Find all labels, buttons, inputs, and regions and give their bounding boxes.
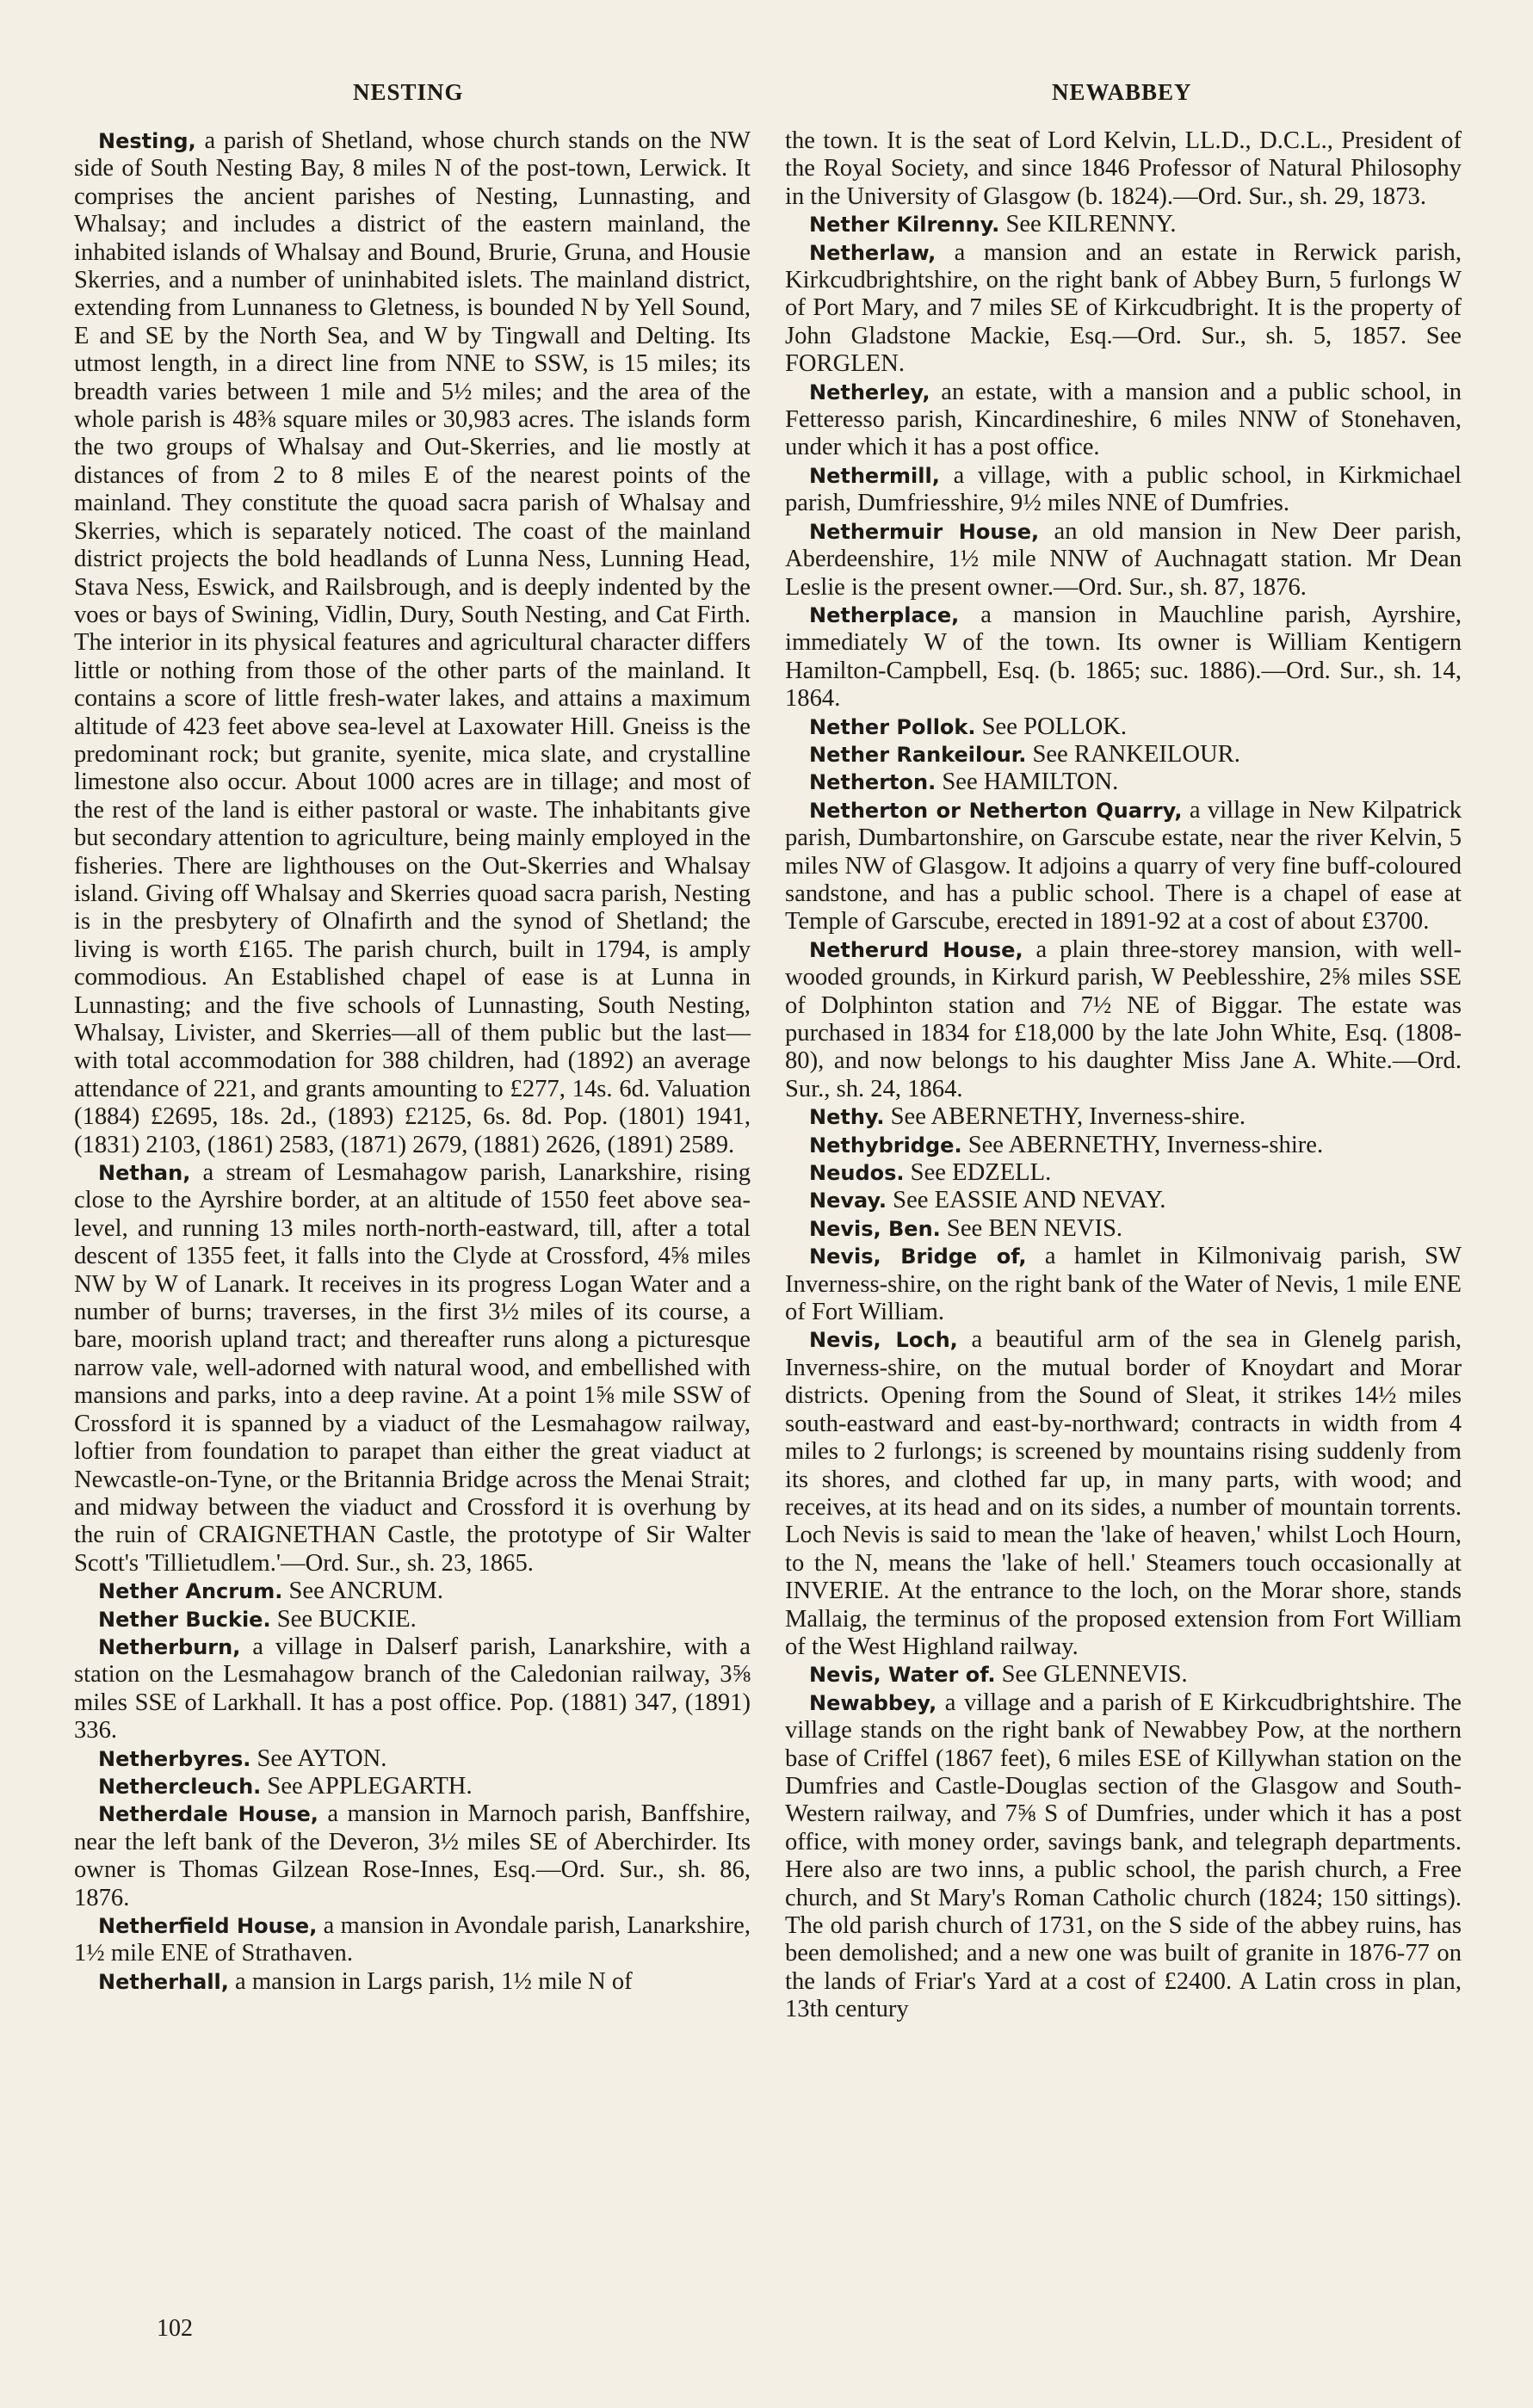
entry-headword: Netherurd House, [809, 937, 1023, 962]
gazetteer-entry [785, 741, 1462, 769]
entry-text: See HAMILTON. [936, 769, 1119, 796]
entry-headword: Netherlaw, [809, 240, 936, 265]
left-column [74, 127, 751, 1996]
gazetteer-entry [74, 1606, 751, 1633]
gazetteer-entry [785, 1689, 1462, 2024]
gazetteer-entry [74, 1773, 751, 1800]
entry-text: a mansion and an estate in Rerwick parish, Kirkcudbrightshire, on the right bank of Abbey Burn, 5 furlongs W of Port Mary, and 7 miles SE of Kirkcudbright. It is the property of John Gladstone Mackie, Esq.—Ord. Sur., sh. 5, 1857. See FORGLEN. [785, 238, 1462, 378]
entry-text: a mansion in Mauchline parish, Ayrshire, immediately W of the town. Its owner is William Kentigern Hamilton-Campbell, Esq. (b. 1865; suc. 1886).—Ord. Sur., sh. 14, 1864. [785, 601, 1462, 713]
running-head-left: NESTING [353, 79, 464, 105]
entry-text: a village, with a public school, in Kirkmichael parish, Dumfriesshire, 9½ miles NNE of Dumfries. [785, 461, 1462, 517]
entry-headword: Netherfield House, [98, 1914, 318, 1938]
entry-headword: Nether Buckie. [98, 1607, 271, 1632]
entry-headword: Nethybridge. [809, 1133, 962, 1158]
entry-text: See ANCRUM. [282, 1578, 443, 1605]
entry-text: the town. It is the seat of Lord Kelvin, LL.D., D.C.L., President of the Royal Society, and since 1846 Professor of Natural Philosophy in the University of Glasgow (b. 1824).—Ord. Sur., sh. 29, 1873. [785, 127, 1462, 210]
entry-headword: Nether Rankeilour. [809, 742, 1027, 767]
gazetteer-entry [785, 127, 1462, 211]
entry-text: See ABERNETHY, Inverness-shire. [884, 1103, 1246, 1131]
entry-headword: Nesting, [98, 129, 196, 153]
entry-headword: Nevis, Loch, [809, 1328, 958, 1353]
gazetteer-entry [785, 769, 1462, 796]
entry-text: a beautiful arm of the sea in Glenelg parish, Inverness-shire, on the mutual border of Knoydart and Morar districts. Opening from the Sound of Sleat, it strikes 14½ miles south-eastward and east-by-northward; contracts in width from 4 miles to 2 furlongs; is screened by mountains rising suddenly from its shores, and clothed far up, in many parts, with wood; and receives, at its head and on its sides, a number of mountain torrents. Loch Nevis is said to mean the 'lake of heaven,' whilst Loch Hourn, to the N, means the 'lake of hell.' Steamers touch occasionally at INVERIE. At the entrance to the loch, on the Morar shore, stands Mallaig, the terminus of the proposed extension from Fort William of the West Highland railway. [785, 1326, 1462, 1660]
page-number: 102 [157, 2315, 193, 2342]
entry-text: a mansion in Marnoch parish, Banffshire, near the left bank of the Deveron, 3½ miles SE of Aberchirder. Its owner is Thomas Gilzean Rose-Innes, Esq.—Ord. Sur., sh. 86, 1876. [74, 1800, 751, 1911]
entry-headword: Netherplace, [809, 602, 960, 627]
gazetteer-entry [785, 1243, 1462, 1326]
entry-text: See POLLOK. [975, 713, 1128, 740]
gazetteer-entry [74, 1800, 751, 1912]
gazetteer-entry [74, 1968, 751, 1996]
entry-text: a mansion in Largs parish, 1½ mile N of [228, 1967, 633, 1995]
gazetteer-entry [74, 1159, 751, 1578]
entry-headword: Netherton. [809, 770, 936, 795]
entry-headword: Netherbyres. [98, 1746, 251, 1771]
entry-headword: Newabbey, [809, 1690, 937, 1715]
gazetteer-entry [785, 602, 1462, 713]
entry-text: a hamlet in Kilmonivaig parish, SW Inverness-shire, on the right bank of the Water of Nevis, 1 mile ENE of Fort William. [785, 1243, 1462, 1326]
gazetteer-entry [74, 1578, 751, 1605]
entry-text: a stream of Lesmahagow parish, Lanarkshire, rising close to the Ayrshire border, at an altitude of 1550 feet above sea-level, and running 13 miles north-north-eastward, till, after a total descent of 1355 feet, it falls into the Clyde at Crossford, 4⅝ miles NW by W of Lanark. It receives in its progress Logan Water and a number of burns; traverses, in the first 3½ miles of its course, a bare, moorish upland tract; and thereafter runs along a picturesque narrow vale, well-adorned with natural wood, and embellished with mansions and parks, into a deep ravine. At a point 1⅝ mile SSW of Crossford it is spanned by a viaduct of the Lesmahagow railway, loftier from foundation to parapet than either the great viaduct at Newcastle-on-Tyne, or the Britannia Bridge across the Menai Strait; and midway between the viaduct and Crossford it is overhung by the ruin of CRAIGNETHAN Castle, the prototype of Sir Walter Scott's 'Tillietudlem.'—Ord. Sur., sh. 23, 1865. [74, 1159, 751, 1577]
entry-text: See AYTON. [250, 1744, 387, 1772]
entry-headword: Nethermill, [809, 463, 940, 488]
gazetteer-entry [74, 1745, 751, 1773]
entry-text: a village in Dalserf parish, Lanarkshire, with a station on the Lesmahagow branch of the Caledonian railway, 3⅝ miles SSE of Larkhall. It has a post office. Pop. (1881) 347, (1891) 336. [74, 1633, 751, 1744]
gazetteer-entry [74, 1912, 751, 1968]
entry-text: a village in New Kilpatrick parish, Dumbartonshire, on Garscube estate, near the river Kelvin, 5 miles NW of Glasgow. It adjoins a quarry of very fine buff-coloured sandstone, and has a public school. There is a chapel of ease at Temple of Garscube, erected in 1891-92 at a cost of about £3700. [785, 796, 1462, 935]
entry-headword: Netherton or Netherton Quarry, [809, 798, 1183, 823]
entry-headword: Netherhall, [98, 1969, 229, 1994]
gazetteer-entry [785, 936, 1462, 1103]
gazetteer-entry [785, 797, 1462, 936]
gazetteer-entry [785, 713, 1462, 741]
gazetteer-entry [785, 1187, 1462, 1214]
entry-headword: Netherburn, [98, 1634, 241, 1659]
running-head-right: NEWABBEY [1052, 79, 1192, 105]
entry-headword: Nether Ancrum. [98, 1579, 283, 1604]
entry-text: See APPLEGARTH. [261, 1772, 473, 1800]
entry-text: See GLENNEVIS. [995, 1661, 1188, 1689]
entry-headword: Nethermuir House, [809, 519, 1040, 544]
entry-text: See BUCKIE. [270, 1605, 417, 1633]
entry-text: See RANKEILOUR. [1026, 740, 1240, 768]
entry-headword: Nethan, [98, 1161, 191, 1186]
entry-headword: Nether Kilrenny. [809, 213, 1000, 238]
entry-text: See EASSIE AND NEVAY. [887, 1187, 1166, 1214]
entry-text: a parish of Shetland, whose church stands on the NW side of South Nesting Bay, 8 miles N of the post-town, Lerwick. It comprises the ancient parishes of Nesting, Lunnasting, and Whalsay; and includes a district of the eastern mainland, the inhabited islands of Whalsay and Bound, Brurie, Gruna, and Housie Skerries, and a number of uninhabited islets. The mainland district, extending from Lunnaness to Gletness, is bounded N by Yell Sound, E and SE by the North Sea, and W by Tingwall and Delting. Its utmost length, in a direct line from NNE to SSW, is 15 miles; its breadth varies between 1 mile and 5½ miles; and the area of the whole parish is 48⅜ square miles or 30,983 acres. The islands form the two groups of Whalsay and Out-Skerries, and lie mostly at distances of from 2 to 8 miles E of the nearest points of the mainland. They constitute the quoad sacra parish of Whalsay and Skerries, which is separately noticed. The coast of the mainland district projects the bold headlands of Lunna Ness, Lunning Head, Stava Ness, Eswick, and Railsbrough, and is deeply indented by the voes or bays of Swining, Vidlin, Dury, South Nesting, and Cat Firth. The interior in its physical features and agricultural character differs little or nothing from those of the other parts of the mainland. It contains a score of little fresh-water lakes, and attains a maximum altitude of 423 feet above sea-level at Laxowater Hill. Gneiss is the predominant rock; but granite, syenite, mica slate, and crystalline limestone also occur. About 1000 acres are in tillage; and most of the rest of the land is either pastoral or waste. The inhabitants give but secondary attention to agriculture, being mainly employed in the fisheries. There are lighthouses on the Out-Skerries and Whalsay island. Giving off Whalsay and Skerries quoad sacra parish, Nesting is in the presbytery of Olnafirth and the synod of Shetland; the living is worth £165. The parish church, built in 1794, is amply commodious. An Established chapel of ease is at Lunna in Lunnasting; and the five schools of Lunnasting, South Nesting, Whalsay, Livister, and Skerries—all of them public but the last—with total accommodation for 388 children, had (1892) an average attendance of 221, and grants amounting to £277, 14s. 6d. Valuation (1884) £2695, 18s. 2d., (1893) £2125, 6s. 8d. Pop. (1801) 1941, (1831) 2103, (1861) 2583, (1871) 2679, (1881) 2626, (1891) 2589. [74, 127, 751, 1158]
entry-headword: Netherley, [809, 380, 930, 404]
entry-headword: Nevis, Ben. [809, 1216, 941, 1241]
entry-headword: Netherdale House, [98, 1802, 318, 1827]
entry-text: a village and a parish of E Kirkcudbrightshire. The village stands on the right bank of Newabbey Pow, at the northern base of Criffel (1867 feet), 6 miles ESE of Killywhan station on the Dumfries and Castle-Douglas section of the Glasgow and South-Western railway, and 7⅝ S of Dumfries, under which it has a post office, with money order, savings bank, and telegraph departments. Here also are two inns, a public school, the parish church, a Free church, and St Mary's Roman Catholic church (1824; 150 sittings). The old parish church of 1731, on the S side of the abbey ruins, has been demolished; and a new one was built of granite in 1876-77 on the lands of Friar's Yard at a cost of £2400. A Latin cross in plan, 13th century [785, 1689, 1462, 2023]
gazetteer-entry [785, 1215, 1462, 1243]
gazetteer-entry [785, 1132, 1462, 1159]
entry-headword: Nether Pollok. [809, 714, 976, 739]
entry-text: See ABERNETHY, Inverness-shire. [961, 1131, 1324, 1158]
entry-headword: Nevis, Bridge of, [809, 1244, 1027, 1269]
entry-text: See BEN NEVIS. [940, 1214, 1123, 1242]
gazetteer-entry [74, 1633, 751, 1745]
gazetteer-entry [785, 1661, 1462, 1689]
gazetteer-entry [785, 462, 1462, 518]
gazetteer-entry [785, 239, 1462, 379]
entry-headword: Nevis, Water of. [809, 1663, 996, 1688]
entry-text: an estate, with a mansion and a public school, in Fetteresso parish, Kincardineshire, 6 miles NNW of Stonehaven, under which it has a post office. [785, 378, 1462, 461]
entry-text: See EDZELL. [904, 1159, 1052, 1187]
right-column [785, 127, 1462, 2024]
entry-headword: Nethercleuch. [98, 1774, 262, 1799]
gazetteer-entry [785, 1103, 1462, 1131]
entry-text: a mansion in Avondale parish, Lanarkshire, 1½ mile ENE of Strathaven. [74, 1912, 751, 1967]
entry-headword: Nevay. [809, 1189, 887, 1213]
entry-text: a plain three-storey mansion, with well-wooded grounds, in Kirkurd parish, W Peeblesshire, 2⅝ miles SSE of Dolphinton station and 7½ NE of Biggar. The estate was purchased in 1834 for £18,000 by the late John White, Esq. (1808-80), and now belongs to his daughter Miss Jane A. White.—Ord. Sur., sh. 24, 1864. [785, 935, 1462, 1102]
gazetteer-entry [74, 127, 751, 1159]
entry-text: an old mansion in New Deer parish, Aberdeenshire, 1½ mile NNW of Auchnagatt station. Mr Dean Leslie is the present owner.—Ord. Sur., sh. 87, 1876. [785, 517, 1462, 601]
gazetteer-entry [785, 1159, 1462, 1187]
gazetteer-entry [785, 518, 1462, 602]
entry-headword: Nethy. [809, 1105, 885, 1130]
gazetteer-entry [785, 211, 1462, 238]
gazetteer-entry [785, 379, 1462, 462]
gazetteer-entry [785, 1326, 1462, 1661]
entry-headword: Neudos. [809, 1161, 905, 1186]
entry-text: See KILRENNY. [999, 211, 1177, 238]
